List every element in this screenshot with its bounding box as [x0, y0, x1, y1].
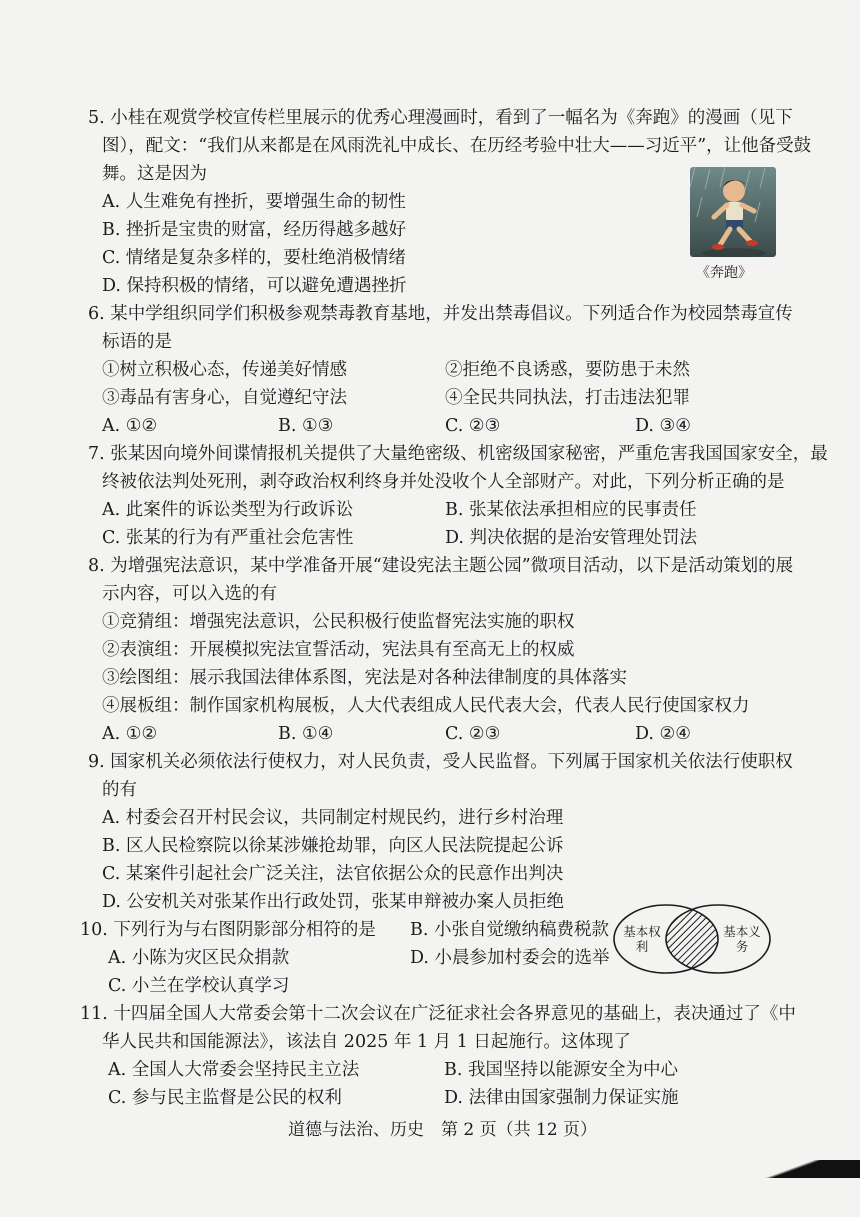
q9-option-c: C. 某案件引起社会广泛关注，法官依据公众的民意作出判决 [102, 864, 564, 884]
venn-label-duties: 基本义务 [723, 924, 761, 954]
q11-stem-line2: 华人民共和国能源法》，该法自 2025 年 1 月 1 日起施行。这体现了 [102, 1032, 631, 1052]
q5-stem-line1: 5. 小桂在观赏学校宣传栏里展示的优秀心理漫画时，看到了一幅名为《奔跑》的漫画（见下 [88, 108, 793, 128]
rights-duties-venn-diagram [608, 902, 776, 976]
q6-option-c: C. ②③ [445, 416, 501, 436]
q8-option-d: D. ②④ [635, 724, 691, 744]
q9-option-a: A. 村委会召开村民会议，共同制定村规民约，进行乡村治理 [102, 808, 564, 828]
q10-stem: 10. 下列行为与右图阴影部分相符的是 [80, 920, 376, 940]
q6-option-a: A. ①② [102, 416, 158, 436]
q6-stem-line1: 6. 某中学组织同学们积极参观禁毒教育基地，并发出禁毒倡议。下列适合作为校园禁毒宣传 [88, 304, 793, 324]
q9-option-d: D. 公安机关对张某作出行政处罚，张某申辩被办案人员拒绝 [102, 892, 565, 912]
q7-option-b: B. 张某依法承担相应的民事责任 [445, 500, 697, 520]
q6-item-1: ①树立积极心态，传递美好情感 [102, 360, 347, 380]
q5-option-c: C. 情绪是复杂多样的，要杜绝消极情绪 [102, 248, 406, 268]
q6-item-4: ④全民共同执法，打击违法犯罪 [445, 388, 690, 408]
q7-option-a: A. 此案件的诉讼类型为行政诉讼 [102, 500, 354, 520]
image-caption: 《奔跑》 [696, 265, 752, 281]
running-cartoon-image [690, 167, 776, 257]
q8-item-3: ③绘图组：展示我国法律体系图，宪法是对各种法律制度的具体落实 [102, 668, 627, 688]
q11-option-a: A. 全国人大常委会坚持民主立法 [108, 1060, 360, 1080]
q8-stem-line1: 8. 为增强宪法意识，某中学准备开展“建设宪法主题公园”微项目活动，以下是活动策划的展 [88, 556, 794, 576]
q7-stem-line1: 7. 张某因向境外间谍情报机关提供了大量绝密级、机密级国家秘密，严重危害我国国家安全，最 [88, 444, 828, 464]
q5-option-d: D. 保持积极的情绪，可以避免遭遇挫折 [102, 276, 407, 296]
q11-stem-line1: 11. 十四届全国人大常委会第十二次会议在广泛征求社会各界意见的基础上，表决通过了《中 [80, 1004, 796, 1024]
q5-stem-line3: 舞。这是因为 [102, 164, 207, 184]
q6-item-2: ②拒绝不良诱惑，要防患于未然 [445, 360, 690, 380]
q10-option-a: A. 小陈为灾区民众捐款 [108, 948, 290, 968]
q6-option-d: D. ③④ [635, 416, 691, 436]
q8-option-a: A. ①② [102, 724, 158, 744]
page-footer: 道德与法治、历史 第 2 页（共 12 页） [288, 1120, 598, 1140]
q9-stem-line1: 9. 国家机关必须依法行使权力，对人民负责，受人民监督。下列属于国家机关依法行使职权 [88, 752, 793, 772]
q11-option-d: D. 法律由国家强制力保证实施 [444, 1088, 679, 1108]
q8-option-b: B. ①④ [278, 724, 334, 744]
q6-item-3: ③毒品有害身心，自觉遵纪守法 [102, 388, 347, 408]
q6-option-b: B. ①③ [278, 416, 334, 436]
q7-option-d: D. 判决依据的是治安管理处罚法 [445, 528, 698, 548]
q9-option-b: B. 区人民检察院以徐某涉嫌抢劫罪，向区人民法院提起公诉 [102, 836, 564, 856]
q8-item-4: ④展板组：制作国家机构展板，人大代表组成人民代表大会，代表人民行使国家权力 [102, 696, 750, 716]
q8-item-1: ①竞猜组：增强宪法意识，公民积极行使监督宪法实施的职权 [102, 612, 575, 632]
q5-stem-line2: 图），配文：“我们从来都是在风雨洗礼中成长、在历经考验中壮大——习近平”，让他备受鼓 [102, 136, 812, 156]
q10-option-b: B. 小张自觉缴纳稿费税款 [410, 920, 609, 940]
q7-stem-line2: 终被依法判处死刑，剥夺政治权利终身并处没收个人全部财产。对此，下列分析正确的是 [102, 472, 785, 492]
q5-option-b: B. 挫折是宝贵的财富，经历得越多越好 [102, 220, 406, 240]
q5-option-a: A. 人生难免有挫折，要增强生命的韧性 [102, 192, 406, 212]
q11-option-b: B. 我国坚持以能源安全为中心 [444, 1060, 678, 1080]
q8-item-2: ②表演组：开展模拟宪法宣誓活动，宪法具有至高无上的权威 [102, 640, 575, 660]
scan-edge-shadow [750, 1160, 860, 1178]
q8-stem-line2: 示内容，可以入选的有 [102, 584, 277, 604]
q10-option-d: D. 小晨参加村委会的选举 [410, 948, 610, 968]
q11-option-c: C. 参与民主监督是公民的权利 [108, 1088, 342, 1108]
q9-stem-line2: 的有 [102, 780, 137, 800]
venn-label-rights: 基本权利 [623, 924, 661, 954]
q7-option-c: C. 张某的行为有严重社会危害性 [102, 528, 354, 548]
q8-option-c: C. ②③ [445, 724, 501, 744]
q6-stem-line2: 标语的是 [102, 332, 172, 352]
q10-option-c: C. 小兰在学校认真学习 [108, 976, 290, 996]
